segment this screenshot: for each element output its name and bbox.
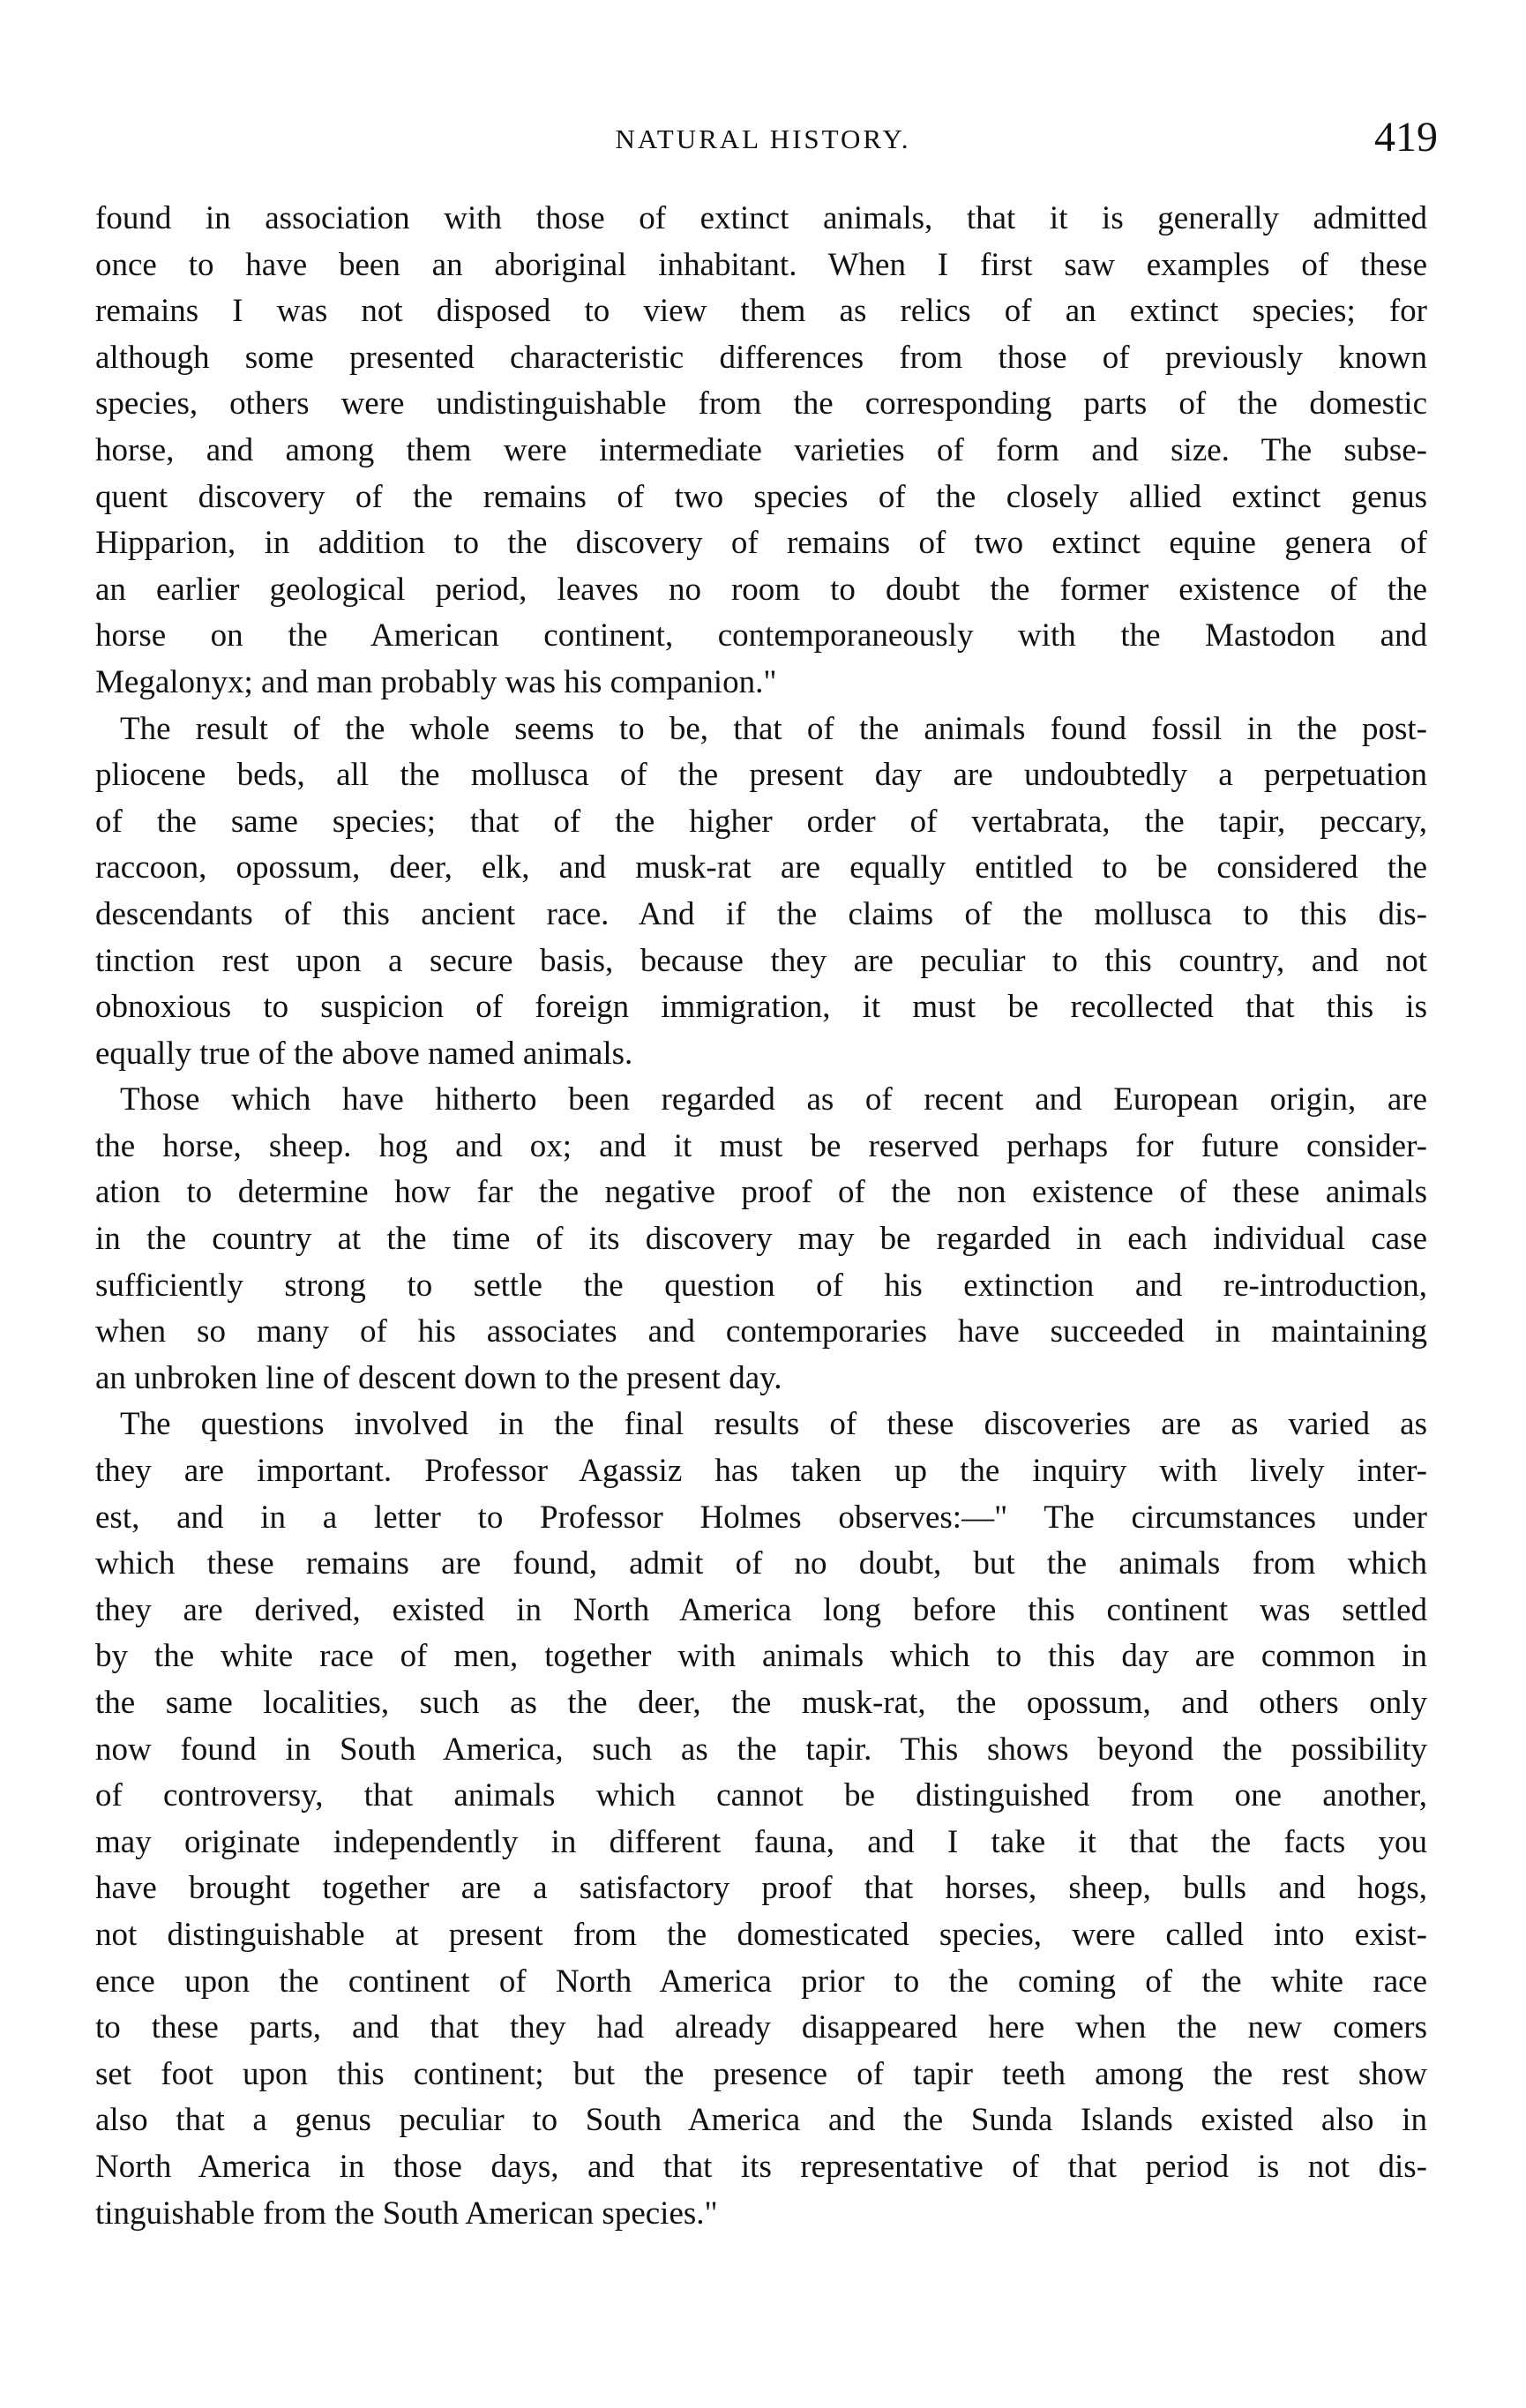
paragraph	[95, 196, 1427, 707]
text-line: found in association with those of extinct animals, that it is generally admitted	[95, 200, 1427, 236]
text-line: obnoxious to suspicion of foreign immigration, it must be recollected that this is	[95, 989, 1427, 1026]
text-line: quent discovery of the remains of two species of the closely allied extinct genus	[95, 478, 1427, 515]
text-line: North America in those days, and that its representative of that period is not dis-	[95, 2148, 1427, 2185]
text-line: when so many of his associates and contemporaries have succeeded in maintaining	[95, 1313, 1427, 1350]
page-number: 419	[1374, 114, 1438, 161]
text-line: The questions involved in the final results of these discoveries are as varied as	[120, 1406, 1427, 1443]
text-line: an earlier geological period, leaves no room to doubt the former existence of the	[95, 571, 1427, 608]
text-line: sufficiently strong to settle the question of his extinction and re-introduction,	[95, 1267, 1427, 1304]
text-line: equally true of the above named animals.	[95, 1035, 633, 1072]
text-line: they are derived, existed in North America long before this continent was settled	[95, 1591, 1427, 1628]
text-line: Megalonyx; and man probably was his companion."	[95, 663, 777, 700]
text-line: tinguishable from the South American species."	[95, 2195, 718, 2232]
text-line: horse on the American continent, contemporaneously with the Mastodon and	[95, 617, 1427, 654]
text-line: the horse, sheep. hog and ox; and it must be reserved perhaps for future consider-	[95, 1127, 1427, 1164]
text-line: remains I was not disposed to view them as relics of an extinct species; for	[95, 293, 1427, 330]
text-line: descendants of this ancient race. And if the claims of the mollusca to this dis-	[95, 895, 1427, 932]
text-line: by the white race of men, together with animals which to this day are common in	[95, 1638, 1427, 1675]
page-header	[88, 113, 1438, 166]
text-line: not distinguishable at present from the domesticated species, were called into exist-	[95, 1916, 1427, 1953]
text-line: tinction rest upon a secure basis, because they are peculiar to this country, and not	[95, 942, 1427, 979]
text-line: The result of the whole seems to be, that of the animals found fossil in the post-	[120, 710, 1427, 747]
text-line: the same localities, such as the deer, the musk-rat, the opossum, and others only	[95, 1685, 1427, 1721]
text-line: pliocene beds, all the mollusca of the present day are undoubtedly a perpetuation	[95, 757, 1427, 794]
text-line: species, others were undistinguishable from the corresponding parts of the domestic	[95, 385, 1427, 423]
paragraph	[95, 1077, 1427, 1402]
text-line: set foot upon this continent; but the presence of tapir teeth among the rest show	[95, 2055, 1427, 2092]
text-line: raccoon, opossum, deer, elk, and musk-rat are equally entitled to be considered the	[95, 849, 1427, 886]
text-line: of controversy, that animals which cannot be distinguished from one another,	[95, 1777, 1427, 1814]
text-line: once to have been an aboriginal inhabitant. When I first saw examples of these	[95, 246, 1427, 283]
text-line: horse, and among them were intermediate varieties of form and size. The subse-	[95, 431, 1427, 468]
body-text	[95, 196, 1427, 2237]
text-line: although some presented characteristic differences from those of previously known	[95, 339, 1427, 376]
running-title: NATURAL HISTORY.	[615, 123, 911, 154]
paragraph	[95, 1402, 1427, 2237]
text-line: have brought together are a satisfactory proof that horses, sheep, bulls and hogs,	[95, 1870, 1427, 1907]
text-line: Those which have hitherto been regarded as of recent and European origin, are	[120, 1081, 1427, 1118]
text-line: in the country at the time of its discovery may be regarded in each individual case	[95, 1221, 1427, 1258]
text-line: an unbroken line of descent down to the present day.	[95, 1359, 782, 1396]
text-line: now found in South America, such as the tapir. This shows beyond the possibility	[95, 1731, 1427, 1768]
text-line: ence upon the continent of North America prior to the coming of the white race	[95, 1963, 1427, 2000]
text-line: they are important. Professor Agassiz has taken up the inquiry with lively inter-	[95, 1453, 1427, 1490]
text-line: which these remains are found, admit of no doubt, but the animals from which	[95, 1545, 1427, 1582]
text-line: may originate independently in different fauna, and I take it that the facts you	[95, 1823, 1427, 1860]
text-line: of the same species; that of the higher order of vertabrata, the tapir, peccary,	[95, 803, 1427, 840]
text-line: est, and in a letter to Professor Holmes observes:—" The circumstances under	[95, 1499, 1427, 1536]
text-line: to these parts, and that they had already disappeared here when the new comers	[95, 2009, 1427, 2046]
text-line: Hipparion, in addition to the discovery of remains of two extinct equine genera of	[95, 525, 1427, 562]
paragraph	[95, 707, 1427, 1078]
text-line: ation to determine how far the negative proof of the non existence of these animals	[95, 1174, 1427, 1211]
text-line: also that a genus peculiar to South America and the Sunda Islands existed also in	[95, 2102, 1427, 2139]
